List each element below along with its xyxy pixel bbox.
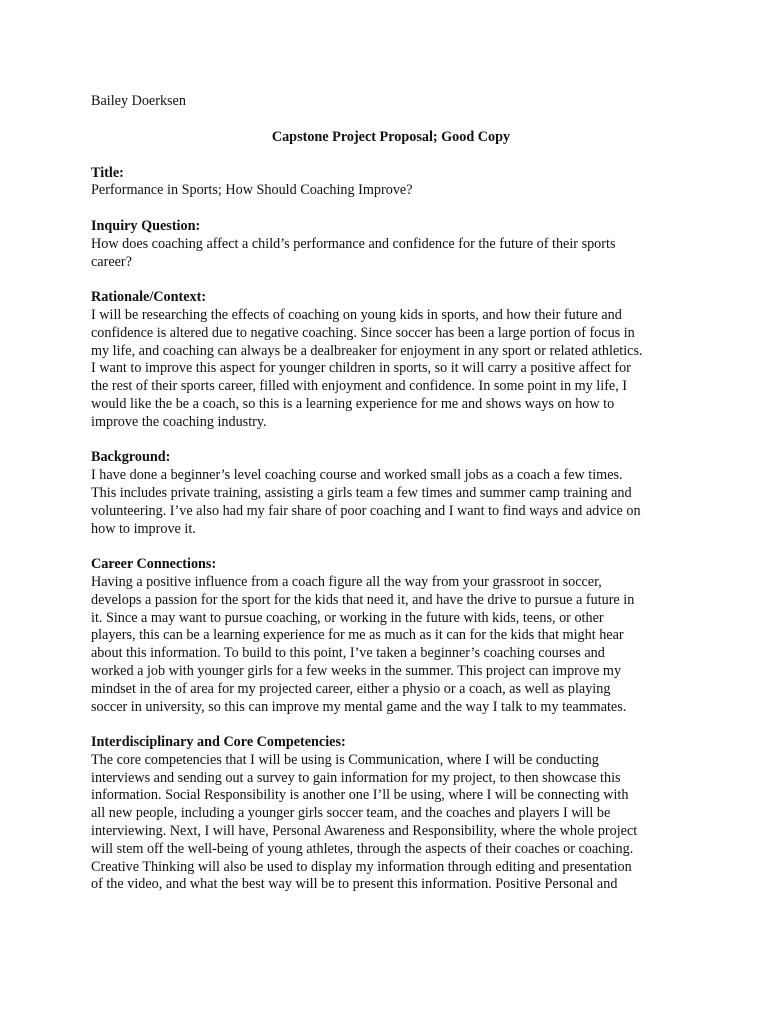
body-line: improve the coaching industry. [91, 413, 267, 430]
section-heading: Inquiry Question: [91, 217, 201, 234]
body-line: interviews and sending out a survey to gain information for my project, to then showcase this [91, 769, 621, 786]
body-line: career? [91, 253, 132, 270]
body-line: The core competencies that I will be using is Communication, where I will be conducting [91, 751, 599, 768]
body-line: This includes private training, assisting a girls team a few times and summer camp training and [91, 484, 632, 501]
section-body [91, 236, 691, 272]
section-heading: Title: [91, 164, 124, 181]
section-heading: Interdisciplinary and Core Competencies: [91, 734, 346, 751]
body-line: my life, and coaching can always be a dealbreaker for enjoyment in any sport or related athletics. [91, 342, 643, 359]
body-line: develops a passion for the sport for the kids that need it, and have the drive to pursue a future in [91, 591, 635, 608]
body-line: worked a job with younger girls for a few weeks in the summer. This project can improve my [91, 662, 622, 679]
body-line: Having a positive influence from a coach figure all the way from your grassroot in soccer, [91, 573, 602, 590]
section-body [91, 467, 691, 538]
document-title: Capstone Project Proposal; Good Copy [271, 128, 511, 145]
body-line: Performance in Sports; How Should Coaching Improve? [91, 182, 413, 199]
body-line: it. Since a may want to pursue coaching, or working in the future with kids, teens, or other [91, 609, 604, 626]
section-heading: Background: [91, 449, 171, 466]
section-body [91, 574, 691, 716]
body-line: the rest of their sports career, filled with enjoyment and confidence. In some point in my life, I [91, 378, 628, 395]
section [91, 449, 691, 538]
body-line: of the video, and what the best way will be to present this information. Positive Personal and [91, 876, 618, 893]
section [91, 289, 691, 431]
body-line: about this information. To build to this point, I’ve taken a beginner’s coaching courses and [91, 645, 605, 662]
body-line: would like the be a coach, so this is a learning experience for me and shows ways on how to [91, 395, 615, 412]
document-page [91, 93, 691, 912]
body-line: confidence is altered due to negative coaching. Since soccer has been a large portion of focus in [91, 324, 635, 341]
author-name: Bailey Doerksen [91, 93, 186, 109]
body-line: how to improve it. [91, 520, 196, 537]
section-heading: Rationale/Context: [91, 289, 207, 306]
body-line: mindset in the of area for my projected career, either a physio or a coach, as well as playing [91, 680, 611, 697]
body-line: I want to improve this aspect for younger children in sports, so it will carry a positive affect for [91, 360, 631, 377]
section [91, 218, 691, 271]
section-body [91, 307, 691, 432]
section-heading: Career Connections: [91, 556, 217, 573]
sections-container [91, 165, 691, 895]
body-line: How does coaching affect a child’s performance and confidence for the future of their sports [91, 235, 616, 252]
body-line: interviewing. Next, I will have, Personal Awareness and Responsibility, where the whole project [91, 823, 638, 840]
body-line: volunteering. I’ve also had my fair share of poor coaching and I want to find ways and advice on [91, 502, 641, 519]
body-line: will stem off the well-being of young athletes, through the aspects of their coaches or coaching. [91, 840, 634, 857]
body-line: soccer in university, so this can improve my mental game and the way I talk to my teammates. [91, 698, 627, 715]
body-line: all new people, including a younger girls soccer team, and the coaches and players I will be [91, 805, 611, 822]
section-body [91, 752, 691, 894]
body-line: I have done a beginner’s level coaching course and worked small jobs as a coach a few times. [91, 467, 623, 484]
section [91, 165, 691, 201]
section-body [91, 182, 691, 200]
body-line: I will be researching the effects of coaching on young kids in sports, and how their future and [91, 306, 622, 323]
section [91, 556, 691, 716]
body-line: information. Social Responsibility is another one I’ll be using, where I will be connecting with [91, 787, 629, 804]
body-line: players, this can be a learning experience for me as much as it can for the kids that might hear [91, 627, 624, 644]
body-line: Creative Thinking will also be used to display my information through editing and presentation [91, 858, 632, 875]
section [91, 734, 691, 894]
